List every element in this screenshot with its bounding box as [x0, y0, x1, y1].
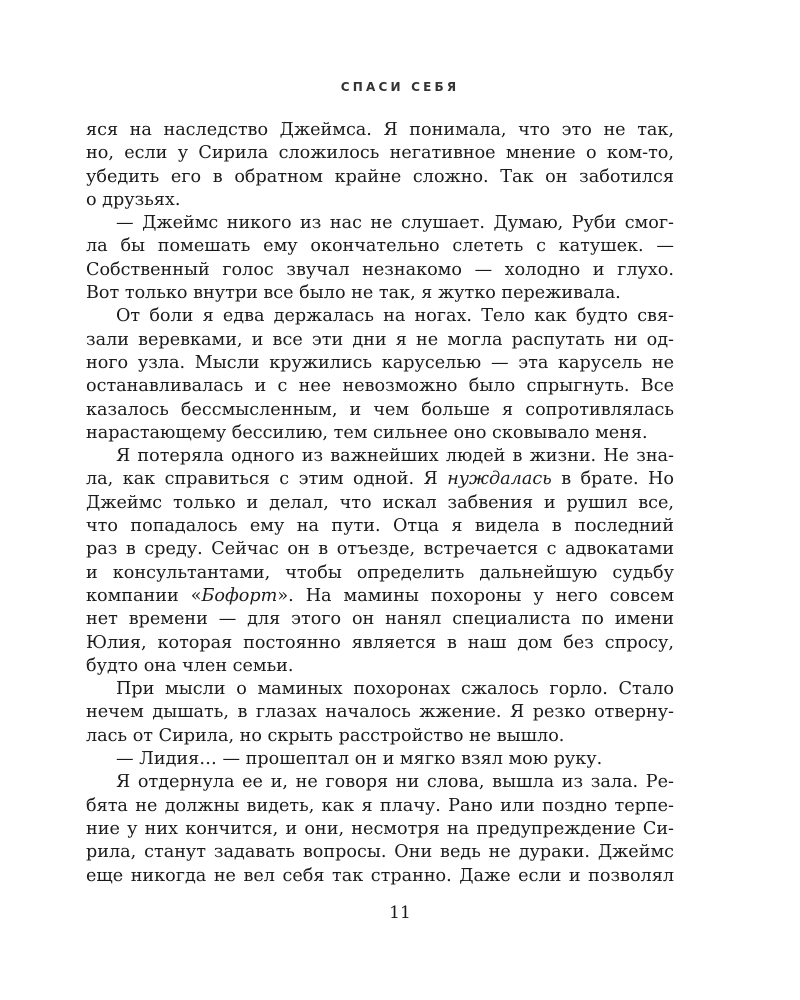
text-line: зали веревками, и все эти дни я не могла распутать ни од-	[86, 329, 674, 350]
text-line: останавливалась и с нее невозможно было спрыгнуть. Все	[86, 376, 674, 397]
text-line: Джеймс только и делал, что искал забвения и рушил все,	[86, 492, 674, 513]
text-line: — Джеймс никого из нас не слушает. Думаю, Руби смог-	[116, 213, 674, 234]
text-line: еще никогда не вел себя так странно. Даже если и позволял	[86, 865, 674, 886]
text-line: компании «Бофорт». На мамины похороны у него совсем	[86, 585, 675, 606]
text-line: нарастающему бессилию, тем сильнее оно сковывало меня.	[86, 422, 648, 443]
text-line: Собственный голос звучал незнакомо — холодно и глухо.	[86, 259, 674, 280]
text-line: Вот только внутри все было не так, я жутко переживала.	[86, 283, 621, 304]
text-line: казалось бессмысленным, и чем больше я сопротивлялась	[86, 399, 674, 420]
text-line: нечем дышать, в глазах началось жжение. Я резко отверну-	[86, 702, 674, 723]
text-line: Я потеряла одного из важнейших людей в жизни. Не зна-	[116, 446, 674, 467]
emphasis: нуждалась	[447, 469, 552, 490]
text-line: При мысли о маминых похоронах сжалось горло. Стало	[116, 679, 674, 700]
text-line: что попадалось ему на пути. Отца я видела в последний	[86, 516, 674, 537]
text-line: и консультантами, чтобы определить дальнейшую судьбу	[86, 562, 674, 583]
text-line: будто она член семьи.	[86, 655, 294, 676]
text-line: ного узла. Мысли кружились каруселью — эта карусель не	[86, 352, 674, 373]
text-line: но, если у Сирила сложилось негативное мнение о ком-то,	[86, 143, 674, 164]
text-line: рила, станут задавать вопросы. Они ведь не дураки. Джеймс	[86, 842, 674, 863]
text-line: о друзьях.	[86, 189, 181, 210]
text-line: яся на наследство Джеймса. Я понимала, что это не так,	[86, 120, 674, 140]
text-line: раз в среду. Сейчас он в отъезде, встречается с адвокатами	[86, 539, 674, 560]
running-head: СПАСИ СЕБЯ	[340, 80, 460, 94]
body-text	[86, 119, 674, 888]
text-line: убедить его в обратном крайне сложно. Так он заботился	[86, 166, 674, 187]
text-line: ние у них кончится, и они, несмотря на предупреждение Си-	[86, 818, 674, 839]
page-number: 11	[389, 903, 411, 923]
text-line: лась от Сирила, но скрыть расстройство не вышло.	[86, 725, 565, 746]
text-line: бята не должны видеть, как я плачу. Рано или поздно терпе-	[86, 795, 674, 816]
text-line: нет времени — для этого он нанял специалиста по имени	[86, 609, 674, 630]
text-line: От боли я едва держалась на ногах. Тело как будто свя-	[116, 306, 674, 327]
text-line: Я отдернула ее и, не говоря ни слова, вышла из зала. Ре-	[116, 772, 674, 793]
text-line: ла, как справиться с этим одной. Я нуждалась в брате. Но	[86, 469, 674, 490]
text-line: — Лидия… — прошептал он и мягко взял мою руку.	[116, 749, 603, 770]
text-line: ла бы помешать ему окончательно слететь с катушек. —	[86, 236, 674, 257]
emphasis: Бофорт	[201, 585, 278, 606]
text-line: Юлия, которая постоянно является в наш дом без спросу,	[86, 632, 674, 653]
